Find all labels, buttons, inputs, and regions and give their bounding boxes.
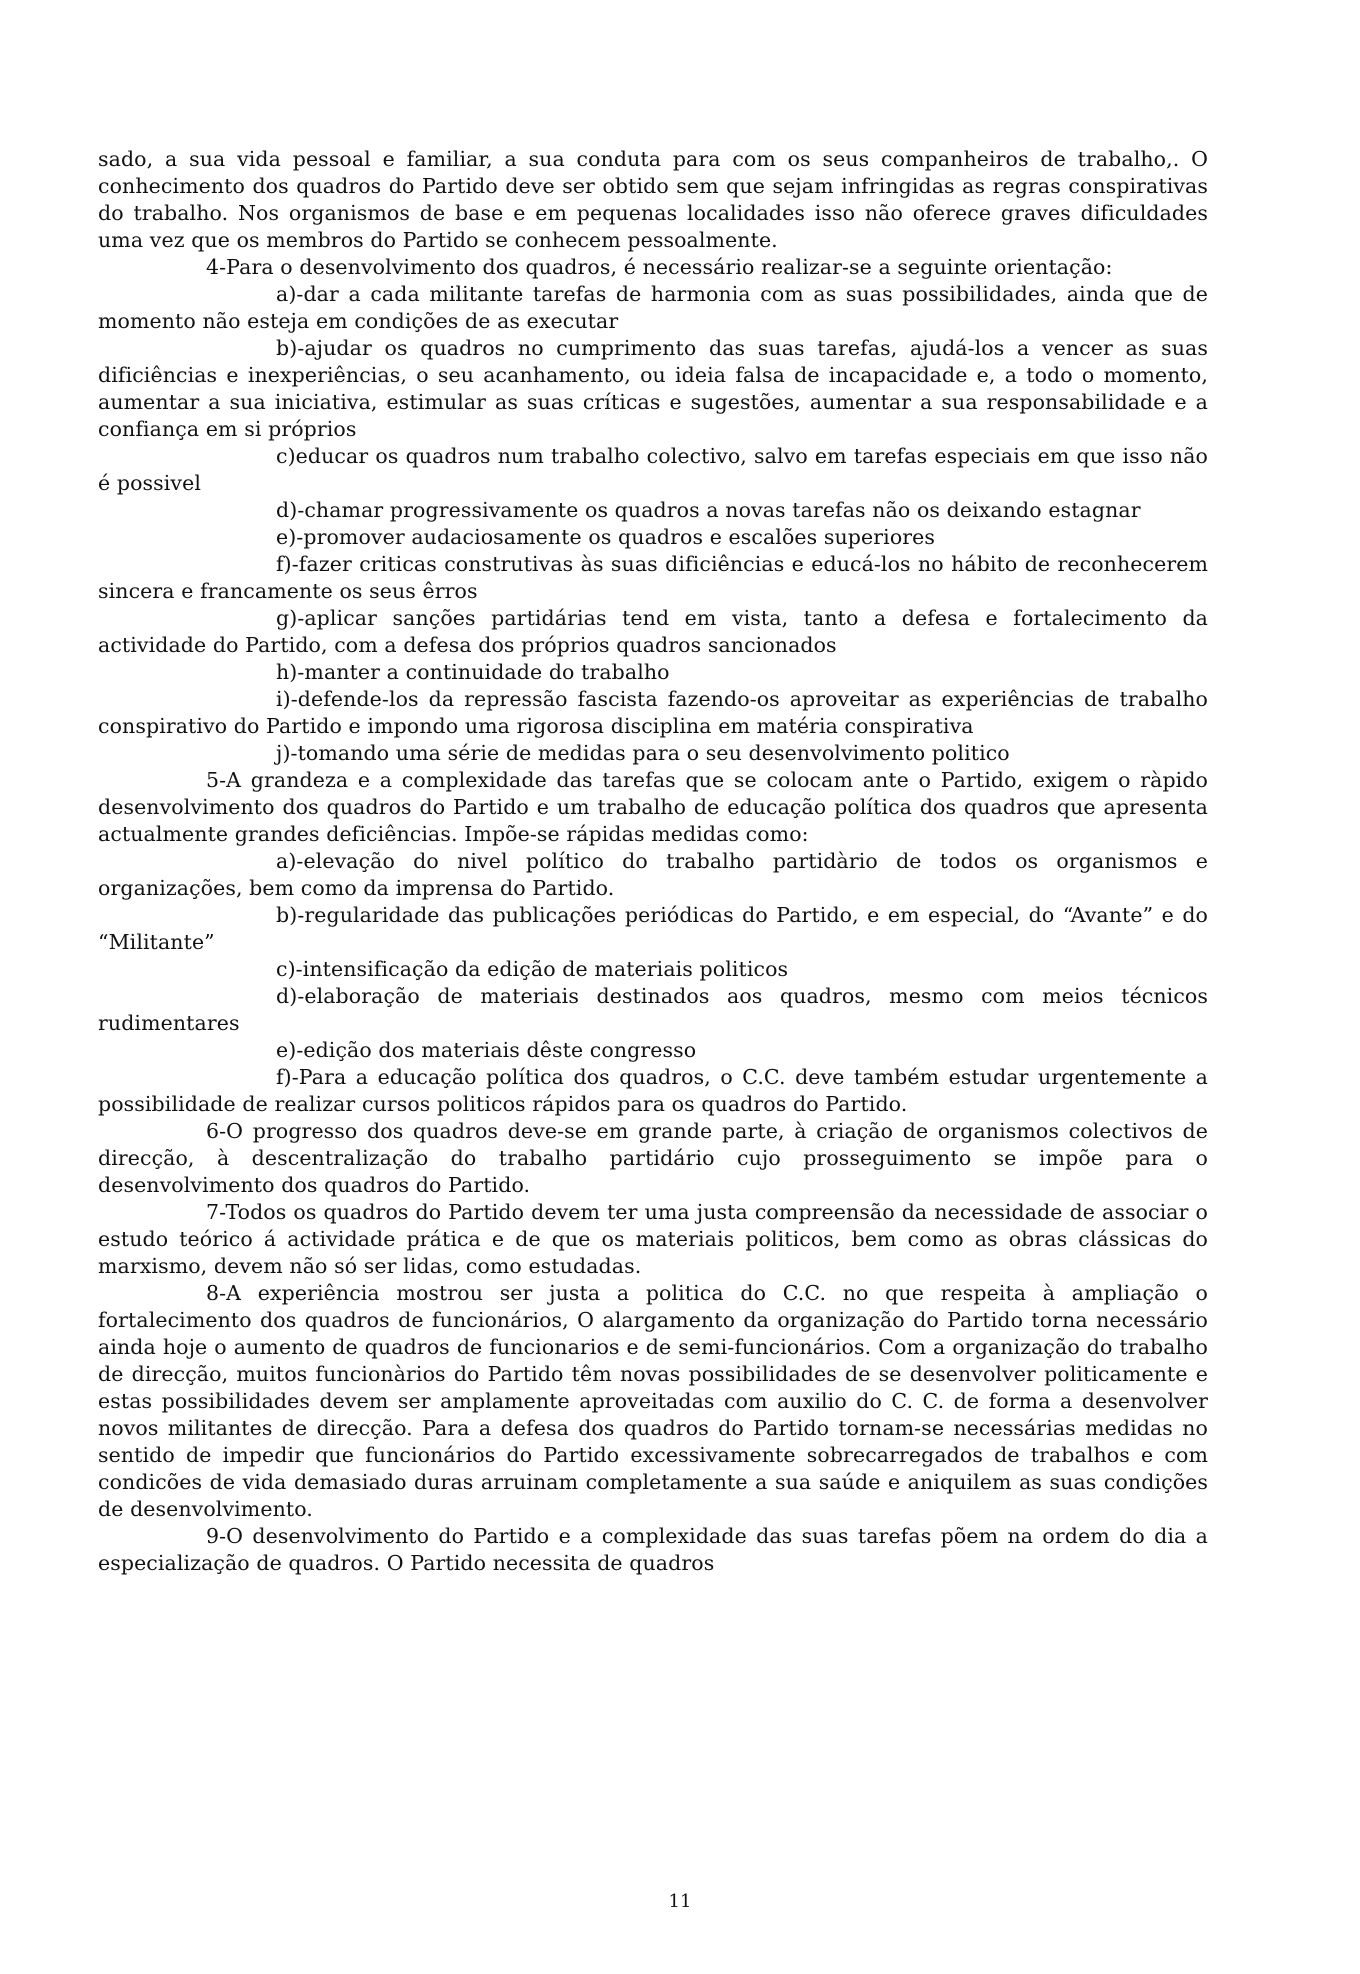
page-number: 11 <box>668 1891 692 1912</box>
list-item-5d: d)-elaboração de materiais destinados aos quadros, mesmo com meios técnicos rudimentares <box>98 984 1208 1035</box>
paragraph-9: 9-O desenvolvimento do Partido e a complexidade das suas tarefas põem na ordem do dia a especialização de quadros. O Partido necessita de quadros <box>98 1524 1208 1575</box>
list-item-4i: i)-defende-los da repressão fascista fazendo-os aproveitar as experiências de trabalho conspirativo do Partido e impondo uma rigorosa disciplina em matéria conspirativa <box>98 687 1208 738</box>
list-item-4f: f)-fazer criticas construtivas às suas dificiências e educá-los no hábito de reconhecerem sincera e francamente os seus êrros <box>98 552 1208 603</box>
list-item-4g: g)-aplicar sanções partidárias tend em vista, tanto a defesa e fortalecimento da actividade do Partido, com a defesa dos próprios quadros sancionados <box>98 606 1208 657</box>
paragraph-5: 5-A grandeza e a complexidade das tarefas que se colocam ante o Partido, exigem o ràpido desenvolvimento dos quadros do Partido e um trabalho de educação política dos quadros que apresenta actualmente grandes deficiências. Impõe-se rápidas medidas como: <box>98 768 1208 846</box>
list-item-5e: e)-edição dos materiais dêste congresso <box>276 1038 697 1062</box>
paragraph-7: 7-Todos os quadros do Partido devem ter uma justa compreensão da necessidade de associar o estudo teórico á actividade prática e de que os materiais politicos, bem como as obras clássicas do marxismo, devem não só ser lidas, como estudadas. <box>98 1200 1208 1278</box>
list-item-5b: b)-regularidade das publicações periódicas do Partido, e em especial, do “Avante” e do “Militante” <box>98 903 1208 954</box>
paragraph-continuation: sado, a sua vida pessoal e familiar, a sua conduta para com os seus companheiros de trabalho,. O conhecimento dos quadros do Partido deve ser obtido sem que sejam infringidas as regras conspirativas do trabalho. Nos organismos de base e em pequenas localidades isso não oferece graves dificuldades uma vez que os membros do Partido se conhecem pessoalmente. <box>98 147 1208 252</box>
list-item-5c: c)-intensificação da edição de materiais politicos <box>276 957 789 981</box>
list-item-4c: c)educar os quadros num trabalho colectivo, salvo em tarefas especiais em que isso não é possivel <box>98 444 1208 495</box>
list-item-4d: d)-chamar progressivamente os quadros a novas tarefas não os deixando estagnar <box>276 498 1141 522</box>
list-item-4h: h)-manter a continuidade do trabalho <box>276 660 670 684</box>
list-item-5f: f)-Para a educação política dos quadros, o C.C. deve também estudar urgentemente a possibilidade de realizar cursos politicos rápidos para os quadros do Partido. <box>98 1065 1208 1116</box>
document-body <box>98 146 1208 1577</box>
list-item-4b: b)-ajudar os quadros no cumprimento das suas tarefas, ajudá-los a vencer as suas dificiências e inexperiências, o seu acanhamento, ou ideia falsa de incapacidade e, a todo o momento, aumentar a sua iniciativa, estimular as suas críticas e sugestões, aumentar a sua responsabilidade e a confiança em si próprios <box>98 336 1208 441</box>
paragraph-8: 8-A experiência mostrou ser justa a politica do C.C. no que respeita à ampliação o fortalecimento dos quadros de funcionários, O alargamento da organização do Partido torna necessário ainda hoje o aumento de quadros de funcionarios e de semi-funcionários. Com a organização do trabalho de direcção, muitos funcionàrios do Partido têm novas possibilidades de se desenvolver politicamente e estas possibilidades devem ser amplamente aproveitadas com auxilio do C. C. de forma a desenvolver novos militantes de direcção. Para a defesa dos quadros do Partido tornam-se necessárias medidas no sentido de impedir que funcionários do Partido excessivamente sobrecarregados de trabalhos e com condicões de vida demasiado duras arruinam completamente a sua saúde e aniquilem as suas condições de desenvolvimento. <box>98 1281 1208 1521</box>
list-item-4e: e)-promover audaciosamente os quadros e escalões superiores <box>276 525 936 549</box>
list-item-4a: a)-dar a cada militante tarefas de harmonia com as suas possibilidades, ainda que de momento não esteja em condições de as executar <box>98 282 1208 333</box>
paragraph-6: 6-O progresso dos quadros deve-se em grande parte, à criação de organismos colectivos de direcção, à descentralização do trabalho partidário cujo prosseguimento se impõe para o desenvolvimento dos quadros do Partido. <box>98 1119 1208 1197</box>
list-item-4j: j)-tomando uma série de medidas para o seu desenvolvimento politico <box>276 741 1010 765</box>
paragraph-4: 4-Para o desenvolvimento dos quadros, é necessário realizar-se a seguinte orientação: <box>206 255 1113 279</box>
list-item-5a: a)-elevação do nivel político do trabalho partidàrio de todos os organismos e organizações, bem como da imprensa do Partido. <box>98 849 1208 900</box>
